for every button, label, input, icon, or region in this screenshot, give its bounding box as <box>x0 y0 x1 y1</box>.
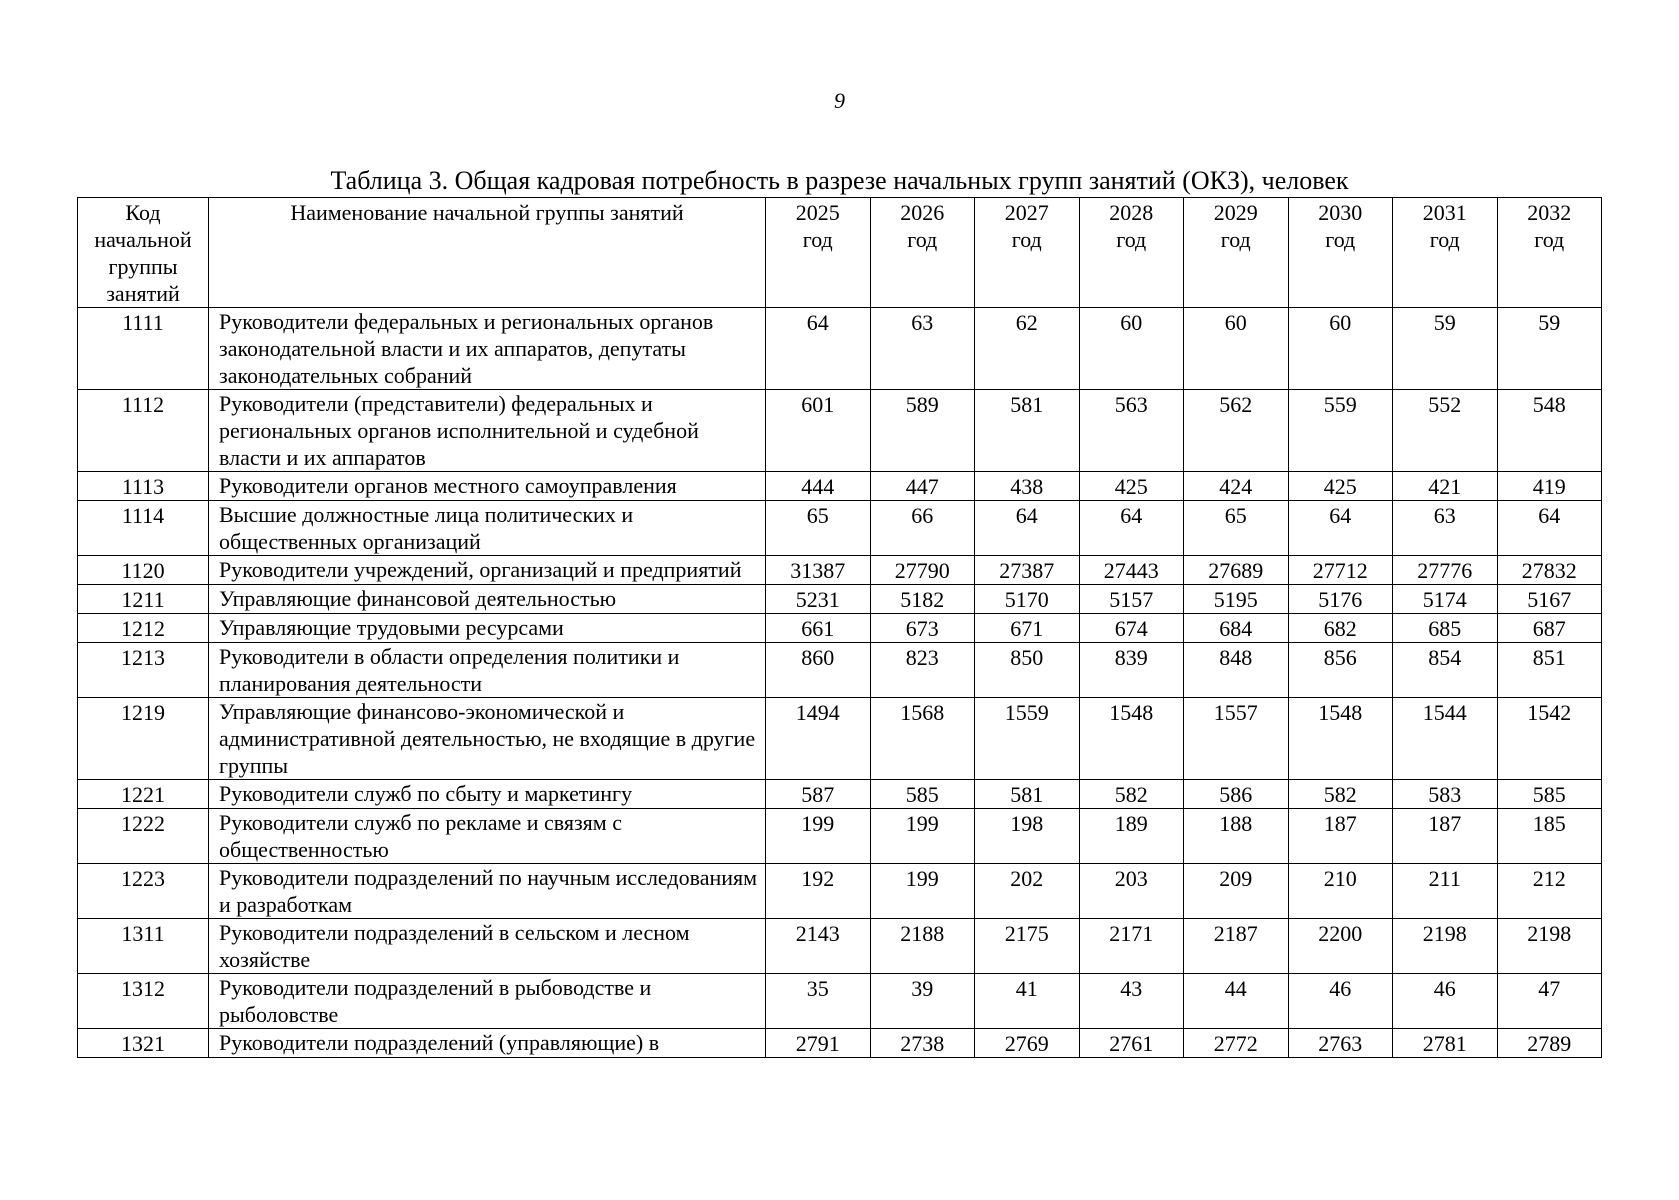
table-row <box>78 614 1602 643</box>
table-body <box>78 308 1602 1058</box>
row-code: 1120 <box>78 556 209 585</box>
header-year-number: 2032 <box>1527 200 1572 225</box>
row-value: 1559 <box>975 698 1080 780</box>
row-value: 582 <box>1079 780 1184 809</box>
header-year-number: 2025 <box>795 200 840 225</box>
row-value: 850 <box>975 643 1080 698</box>
row-value: 685 <box>1393 614 1498 643</box>
row-value: 188 <box>1184 809 1289 864</box>
row-value: 63 <box>1393 501 1498 556</box>
table-row <box>78 698 1602 780</box>
row-code: 1219 <box>78 698 209 780</box>
row-value: 202 <box>975 864 1080 919</box>
table-row <box>78 1029 1602 1058</box>
row-value: 60 <box>1184 308 1289 390</box>
row-code: 1114 <box>78 501 209 556</box>
table-row <box>78 556 1602 585</box>
row-value: 585 <box>870 780 975 809</box>
header-year <box>766 198 871 308</box>
row-value: 563 <box>1079 390 1184 472</box>
row-value: 589 <box>870 390 975 472</box>
row-value: 425 <box>1288 472 1393 501</box>
row-value: 687 <box>1497 614 1602 643</box>
header-code: Код начальной группы занятий <box>78 198 209 308</box>
row-code: 1211 <box>78 585 209 614</box>
row-value: 587 <box>766 780 871 809</box>
row-code: 1222 <box>78 809 209 864</box>
table-title: Таблица 3. Общая кадровая потребность в разрезе начальных групп занятий (ОКЗ), человек <box>330 166 1349 195</box>
row-value: 424 <box>1184 472 1289 501</box>
row-value: 581 <box>975 780 1080 809</box>
row-value: 1548 <box>1288 698 1393 780</box>
row-value: 63 <box>870 308 975 390</box>
row-name: Руководители служб по сбыту и маркетингу <box>209 780 766 809</box>
row-name: Управляющие финансовой деятельностью <box>209 585 766 614</box>
header-year <box>1184 198 1289 308</box>
header-year-unit: год <box>1011 227 1042 252</box>
row-value: 2171 <box>1079 919 1184 974</box>
row-value: 64 <box>975 501 1080 556</box>
row-value: 2143 <box>766 919 871 974</box>
row-value: 35 <box>766 974 871 1029</box>
header-year <box>1288 198 1393 308</box>
row-value: 1544 <box>1393 698 1498 780</box>
row-value: 198 <box>975 809 1080 864</box>
row-code: 1112 <box>78 390 209 472</box>
row-value: 199 <box>766 809 871 864</box>
row-name: Высшие должностные лица политических и общественных организаций <box>209 501 766 556</box>
row-value: 661 <box>766 614 871 643</box>
row-value: 46 <box>1288 974 1393 1029</box>
row-name: Руководители федеральных и региональных органов законодательной власти и их аппаратов, депутаты законодательных собраний <box>209 308 766 390</box>
row-value: 59 <box>1497 308 1602 390</box>
header-year <box>1497 198 1602 308</box>
header-year <box>1079 198 1184 308</box>
table-row <box>78 501 1602 556</box>
header-year-unit: год <box>802 227 833 252</box>
table-row <box>78 308 1602 390</box>
row-value: 2200 <box>1288 919 1393 974</box>
table-row <box>78 585 1602 614</box>
row-value: 839 <box>1079 643 1184 698</box>
row-value: 823 <box>870 643 975 698</box>
row-value: 27776 <box>1393 556 1498 585</box>
row-value: 581 <box>975 390 1080 472</box>
row-value: 421 <box>1393 472 1498 501</box>
row-value: 27689 <box>1184 556 1289 585</box>
header-year-number: 2026 <box>900 200 945 225</box>
row-value: 66 <box>870 501 975 556</box>
row-value: 425 <box>1079 472 1184 501</box>
row-name: Руководители учреждений, организаций и предприятий <box>209 556 766 585</box>
row-value: 187 <box>1288 809 1393 864</box>
row-value: 5231 <box>766 585 871 614</box>
row-value: 586 <box>1184 780 1289 809</box>
table-row <box>78 472 1602 501</box>
row-value: 27790 <box>870 556 975 585</box>
table-row <box>78 780 1602 809</box>
row-value: 860 <box>766 643 871 698</box>
row-value: 848 <box>1184 643 1289 698</box>
row-value: 209 <box>1184 864 1289 919</box>
staffing-demand-table <box>77 197 1602 1058</box>
row-value: 1548 <box>1079 698 1184 780</box>
row-value: 2761 <box>1079 1029 1184 1058</box>
row-value: 2198 <box>1497 919 1602 974</box>
row-value: 419 <box>1497 472 1602 501</box>
row-value: 548 <box>1497 390 1602 472</box>
row-value: 682 <box>1288 614 1393 643</box>
row-value: 5195 <box>1184 585 1289 614</box>
row-value: 562 <box>1184 390 1289 472</box>
row-value: 2791 <box>766 1029 871 1058</box>
row-value: 27443 <box>1079 556 1184 585</box>
row-value: 447 <box>870 472 975 501</box>
row-name: Руководители подразделений (управляющие) в <box>209 1029 766 1058</box>
row-value: 187 <box>1393 809 1498 864</box>
row-value: 2188 <box>870 919 975 974</box>
row-name: Руководители служб по рекламе и связям с общественностью <box>209 809 766 864</box>
table-row <box>78 919 1602 974</box>
row-code: 1321 <box>78 1029 209 1058</box>
row-value: 585 <box>1497 780 1602 809</box>
row-code: 1221 <box>78 780 209 809</box>
table-row <box>78 864 1602 919</box>
row-value: 64 <box>1288 501 1393 556</box>
row-name: Руководители подразделений в рыбоводстве и рыболовстве <box>209 974 766 1029</box>
table-row <box>78 974 1602 1029</box>
header-year-unit: год <box>1325 227 1356 252</box>
page-number: 9 <box>834 88 845 113</box>
row-value: 2763 <box>1288 1029 1393 1058</box>
row-code: 1312 <box>78 974 209 1029</box>
row-value: 27712 <box>1288 556 1393 585</box>
row-value: 203 <box>1079 864 1184 919</box>
row-value: 2772 <box>1184 1029 1289 1058</box>
header-year-number: 2031 <box>1422 200 1467 225</box>
row-value: 671 <box>975 614 1080 643</box>
row-value: 1494 <box>766 698 871 780</box>
row-value: 5167 <box>1497 585 1602 614</box>
row-value: 46 <box>1393 974 1498 1029</box>
row-value: 1542 <box>1497 698 1602 780</box>
row-value: 2198 <box>1393 919 1498 974</box>
row-value: 5174 <box>1393 585 1498 614</box>
row-value: 189 <box>1079 809 1184 864</box>
row-value: 673 <box>870 614 975 643</box>
row-value: 2769 <box>975 1029 1080 1058</box>
row-value: 2789 <box>1497 1029 1602 1058</box>
row-value: 43 <box>1079 974 1184 1029</box>
row-name: Руководители органов местного самоуправления <box>209 472 766 501</box>
row-value: 212 <box>1497 864 1602 919</box>
row-value: 674 <box>1079 614 1184 643</box>
header-year-unit: год <box>1534 227 1565 252</box>
row-value: 2738 <box>870 1029 975 1058</box>
row-value: 41 <box>975 974 1080 1029</box>
row-value: 60 <box>1288 308 1393 390</box>
row-value: 552 <box>1393 390 1498 472</box>
row-code: 1223 <box>78 864 209 919</box>
row-value: 65 <box>1184 501 1289 556</box>
row-value: 27832 <box>1497 556 1602 585</box>
row-value: 64 <box>1079 501 1184 556</box>
row-value: 31387 <box>766 556 871 585</box>
row-value: 5176 <box>1288 585 1393 614</box>
row-value: 684 <box>1184 614 1289 643</box>
row-value: 65 <box>766 501 871 556</box>
row-value: 211 <box>1393 864 1498 919</box>
row-value: 5170 <box>975 585 1080 614</box>
row-value: 582 <box>1288 780 1393 809</box>
row-value: 854 <box>1393 643 1498 698</box>
header-year-unit: год <box>1429 227 1460 252</box>
row-value: 444 <box>766 472 871 501</box>
row-value: 438 <box>975 472 1080 501</box>
row-value: 601 <box>766 390 871 472</box>
header-name: Наименование начальной группы занятий <box>209 198 766 308</box>
header-row <box>78 198 1602 308</box>
row-value: 39 <box>870 974 975 1029</box>
row-value: 192 <box>766 864 871 919</box>
row-value: 60 <box>1079 308 1184 390</box>
row-value: 2781 <box>1393 1029 1498 1058</box>
row-code: 1111 <box>78 308 209 390</box>
row-code: 1213 <box>78 643 209 698</box>
row-value: 2175 <box>975 919 1080 974</box>
row-value: 1568 <box>870 698 975 780</box>
row-value: 199 <box>870 809 975 864</box>
row-value: 856 <box>1288 643 1393 698</box>
row-value: 62 <box>975 308 1080 390</box>
row-name: Руководители подразделений в сельском и лесном хозяйстве <box>209 919 766 974</box>
header-year-unit: год <box>1220 227 1251 252</box>
header-year-number: 2030 <box>1318 200 1363 225</box>
row-name: Руководители подразделений по научным исследованиям и разработкам <box>209 864 766 919</box>
row-value: 210 <box>1288 864 1393 919</box>
row-value: 47 <box>1497 974 1602 1029</box>
row-value: 5182 <box>870 585 975 614</box>
table-row <box>78 643 1602 698</box>
row-value: 27387 <box>975 556 1080 585</box>
row-name: Руководители в области определения политики и планирования деятельности <box>209 643 766 698</box>
row-value: 5157 <box>1079 585 1184 614</box>
header-year-unit: год <box>1116 227 1147 252</box>
row-value: 583 <box>1393 780 1498 809</box>
row-value: 64 <box>766 308 871 390</box>
row-value: 59 <box>1393 308 1498 390</box>
row-value: 559 <box>1288 390 1393 472</box>
header-year <box>1393 198 1498 308</box>
row-code: 1311 <box>78 919 209 974</box>
row-value: 185 <box>1497 809 1602 864</box>
header-year-number: 2029 <box>1213 200 1258 225</box>
table-row <box>78 809 1602 864</box>
row-name: Управляющие трудовыми ресурсами <box>209 614 766 643</box>
table-row <box>78 390 1602 472</box>
header-year <box>870 198 975 308</box>
row-value: 199 <box>870 864 975 919</box>
header-year-number: 2027 <box>1004 200 1049 225</box>
header-year-number: 2028 <box>1109 200 1154 225</box>
row-code: 1113 <box>78 472 209 501</box>
row-name: Руководители (представители) федеральных и региональных органов исполнительной и судебной власти и их аппаратов <box>209 390 766 472</box>
table-header <box>78 198 1602 308</box>
row-code: 1212 <box>78 614 209 643</box>
row-value: 851 <box>1497 643 1602 698</box>
row-name: Управляющие финансово-экономической и административной деятельностью, не входящие в другие группы <box>209 698 766 780</box>
row-value: 1557 <box>1184 698 1289 780</box>
row-value: 44 <box>1184 974 1289 1029</box>
header-year <box>975 198 1080 308</box>
row-value: 64 <box>1497 501 1602 556</box>
header-year-unit: год <box>907 227 938 252</box>
row-value: 2187 <box>1184 919 1289 974</box>
